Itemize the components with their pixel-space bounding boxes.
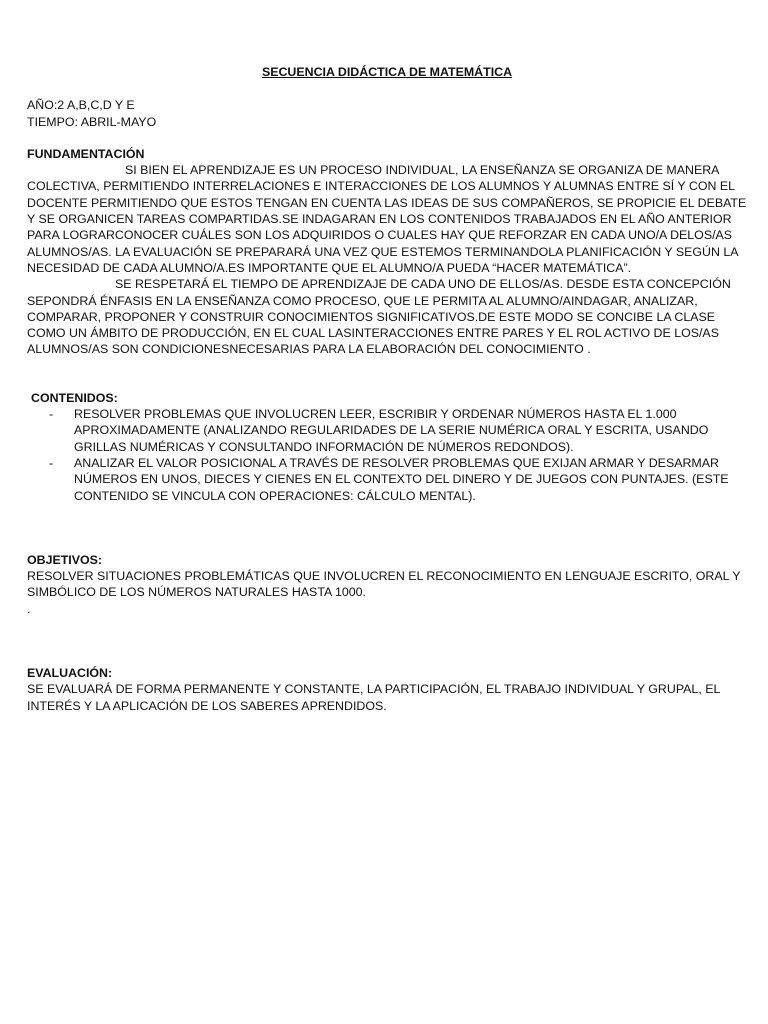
list-item-text: RESOLVER PROBLEMAS QUE INVOLUCREN LEER, ESCRIBIR Y ORDENAR NÚMEROS HASTA EL 1.000 APROXIMADAMENTE (ANALIZANDO REGULARIDADES DE LA SERIE NUMÉRICA ORAL Y ESCRITA, USANDO GRILLAS NUMÉRICAS Y CONSULTANDO INFORMACIÓN DE NÚMEROS REDONDOS). xyxy=(74,407,709,454)
objetivos-text: RESOLVER SITUACIONES PROBLEMÁTICAS QUE INVOLUCREN EL RECONOCIMIENTO EN LENGUAJE ESCRITO, ORAL Y SIMBÓLICO DE LOS NÚMEROS NATURALES HASTA 1000. xyxy=(27,569,741,600)
paragraph-indent xyxy=(27,277,115,291)
contenidos-heading: CONTENIDOS: xyxy=(31,390,118,405)
spacer xyxy=(27,358,747,390)
fundamentacion-text-1: SI BIEN EL APRENDIZAJE ES UN PROCESO INDIVIDUAL, LA ENSEÑANZA SE ORGANIZA DE MANERA COLECTIVA, PERMITIENDO INTERRELACIONES E INTERACCIONES DE LOS ALUMNOS Y ALUMNAS ENTRE SÍ Y CON EL DOCENTE PERMITIENDO QUE ESTOS TENGAN EN CUENTA LAS IDEAS DE SUS COMPAÑEROS, SE PROPICIE EL DEBATE Y SE ORGANICEN TAREAS COMPARTIDAS.SE INDAGARAN EN LOS CONTENIDOS TRABAJADOS EN EL AÑO ANTERIOR PARA LOGRARCONOCER CUÁLES SON LOS ADQUIRIDOS O CUALES HAY QUE REFORZAR EN CADA UNO/A DELOS/AS ALUMNOS/AS. LA EVALUACIÓN SE PREPARARÁ UNA VEZ QUE ESTEMOS TERMINANDOLA PLANIFICACIÓN Y SEGÚN LA NECESIDAD DE CADA ALUMNO/A.ES IMPORTANTE QUE EL ALUMNO/A PUEDA “HACER MATEMÁTICA”. xyxy=(27,163,747,275)
objetivos-heading: OBJETIVOS: xyxy=(27,552,103,567)
document-page xyxy=(27,64,747,714)
contenidos-list xyxy=(27,406,747,504)
objetivos-dot: . xyxy=(27,601,31,616)
paragraph-indent xyxy=(27,163,125,177)
list-item xyxy=(27,406,747,455)
spacer xyxy=(27,130,747,146)
list-item-text: ANALIZAR EL VALOR POSICIONAL A TRAVÉS DE RESOLVER PROBLEMAS QUE EXIJAN ARMAR Y DESARMAR NÚMEROS EN UNOS, DIECES Y CIENES EN EL CONTEXTO DEL DINERO Y DE JUEGOS CON PUNTAJES. (ESTE CONTENIDO SE VINCULA CON OPERACIONES: CÁLCULO MENTAL). xyxy=(74,455,729,503)
spacer xyxy=(27,617,747,665)
fundamentacion-text-2: SE RESPETARÁ EL TIEMPO DE APRENDIZAJE DE CADA UNO DE ELLOS/AS. DESDE ESTA CONCEPCIÓN SEPONDRÁ ÉNFASIS EN LA ENSEÑANZA COMO PROCESO, QUE LE PERMITA AL ALUMNO/AINDAGAR, ANALIZAR, COMPARAR, PROPONER Y CONSTRUIR CONOCIMIENTOS SIGNIFICATIVOS.DE ESTE MODO SE CONCIBE LA CLASE COMO UN ÁMBITO DE PRODUCCIÓN, EN EL CUAL LASINTERACCIONES ENTRE PARES Y EL ROL ACTIVO DE LOS/AS ALUMNOS/AS SON CONDICIONESNECESARIAS PARA LA ELABORACIÓN DEL CONOCIMIENTO . xyxy=(27,277,731,357)
bullet-dash: - xyxy=(49,407,54,422)
ano-line: AÑO:2 A,B,C,D Y E xyxy=(27,98,135,113)
evaluacion-heading: EVALUACIÓN: xyxy=(27,666,113,681)
tiempo-line: TIEMPO: ABRIL-MAYO xyxy=(27,114,157,129)
document-title: SECUENCIA DIDÁCTICA DE MATEMÁTICA xyxy=(261,65,513,79)
fundamentacion-heading: FUNDAMENTACIÓN xyxy=(27,146,145,161)
fundamentacion-paragraph-2 xyxy=(27,276,747,357)
list-item xyxy=(27,455,747,504)
fundamentacion-paragraph-1 xyxy=(27,162,747,276)
spacer xyxy=(27,504,747,552)
bullet-dash: - xyxy=(49,455,54,470)
evaluacion-text: SE EVALUARÁ DE FORMA PERMANENTE Y CONSTANTE, LA PARTICIPACIÓN, EL TRABAJO INDIVIDUAL Y GRUPAL, EL INTERÉS Y LA APLICACIÓN DE LOS SABERES APRENDIDOS. xyxy=(27,682,720,713)
